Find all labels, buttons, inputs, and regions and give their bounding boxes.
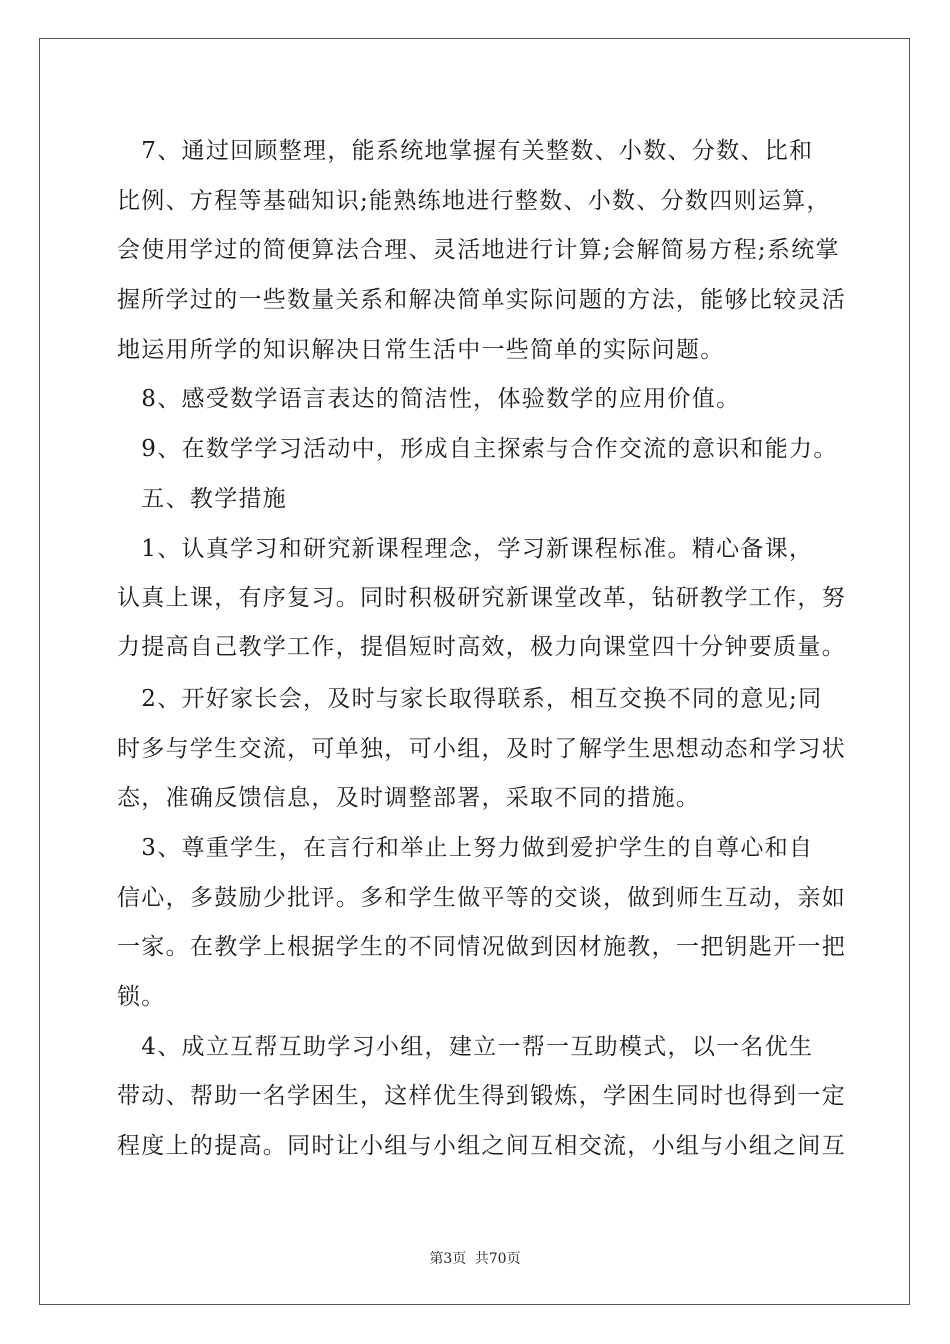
text-line: 1、认真学习和研究新课程理念，学习新课程标准。精心备课， bbox=[117, 536, 814, 562]
text-line: 4、成立互帮互助学习小组，建立一帮一互助模式，以一名优生 bbox=[117, 1034, 814, 1060]
text-line: 比例、方程等基础知识;能熟练地进行整数、小数、分数四则运算， bbox=[117, 188, 831, 214]
text-line: 时多与学生交流，可单独，可小组，及时了解学生思想动态和学习状 bbox=[117, 736, 846, 762]
text-line: 力提高自己教学工作，提倡短时高效，极力向课堂四十分钟要质量。 bbox=[117, 634, 846, 660]
text-line: 态，准确反馈信息，及时调整部署，采取不同的措施。 bbox=[117, 785, 701, 811]
text-line: 3、尊重学生，在言行和举止上努力做到爱护学生的自尊心和自 bbox=[117, 835, 814, 861]
text-line: 认真上课，有序复习。同时积极研究新课堂改革，钻研教学工作，努 bbox=[117, 585, 846, 611]
text-line: 8、感受数学语言表达的简洁性，体验数学的应用价值。 bbox=[117, 386, 741, 412]
text-line: 9、在数学学习活动中，形成自主探索与合作交流的意识和能力。 bbox=[117, 436, 838, 462]
text-line: 握所学过的一些数量关系和解决简单实际问题的方法，能够比较灵活 bbox=[117, 287, 846, 313]
text-line: 一家。在教学上根据学生的不同情况做到因材施教，一把钥匙开一把 bbox=[117, 934, 846, 960]
page-footer bbox=[0, 1248, 950, 1268]
text-line: 程度上的提高。同时让小组与小组之间互相交流，小组与小组之间互 bbox=[117, 1133, 846, 1159]
page-border bbox=[39, 38, 910, 1305]
text-line: 信心，多鼓励少批评。多和学生做平等的交谈，做到师生互动，亲如 bbox=[117, 885, 846, 911]
text-line: 带动、帮助一名学困生，这样优生得到锻炼，学困生同时也得到一定 bbox=[117, 1083, 846, 1109]
page-number: 第3页 bbox=[429, 1251, 467, 1267]
page-total: 共70页 bbox=[474, 1251, 521, 1267]
text-line: 会使用学过的简便算法合理、灵活地进行计算;会解简易方程;系统掌 bbox=[117, 237, 840, 263]
text-line: 7、通过回顾整理，能系统地掌握有关整数、小数、分数、比和 bbox=[117, 138, 814, 164]
text-line: 2、开好家长会，及时与家长取得联系，相互交换不同的意见;同 bbox=[117, 686, 823, 712]
text-line: 地运用所学的知识解决日常生活中一些简单的实际问题。 bbox=[117, 337, 725, 363]
section-heading: 五、教学措施 bbox=[117, 486, 288, 512]
text-line: 锁。 bbox=[117, 984, 166, 1010]
